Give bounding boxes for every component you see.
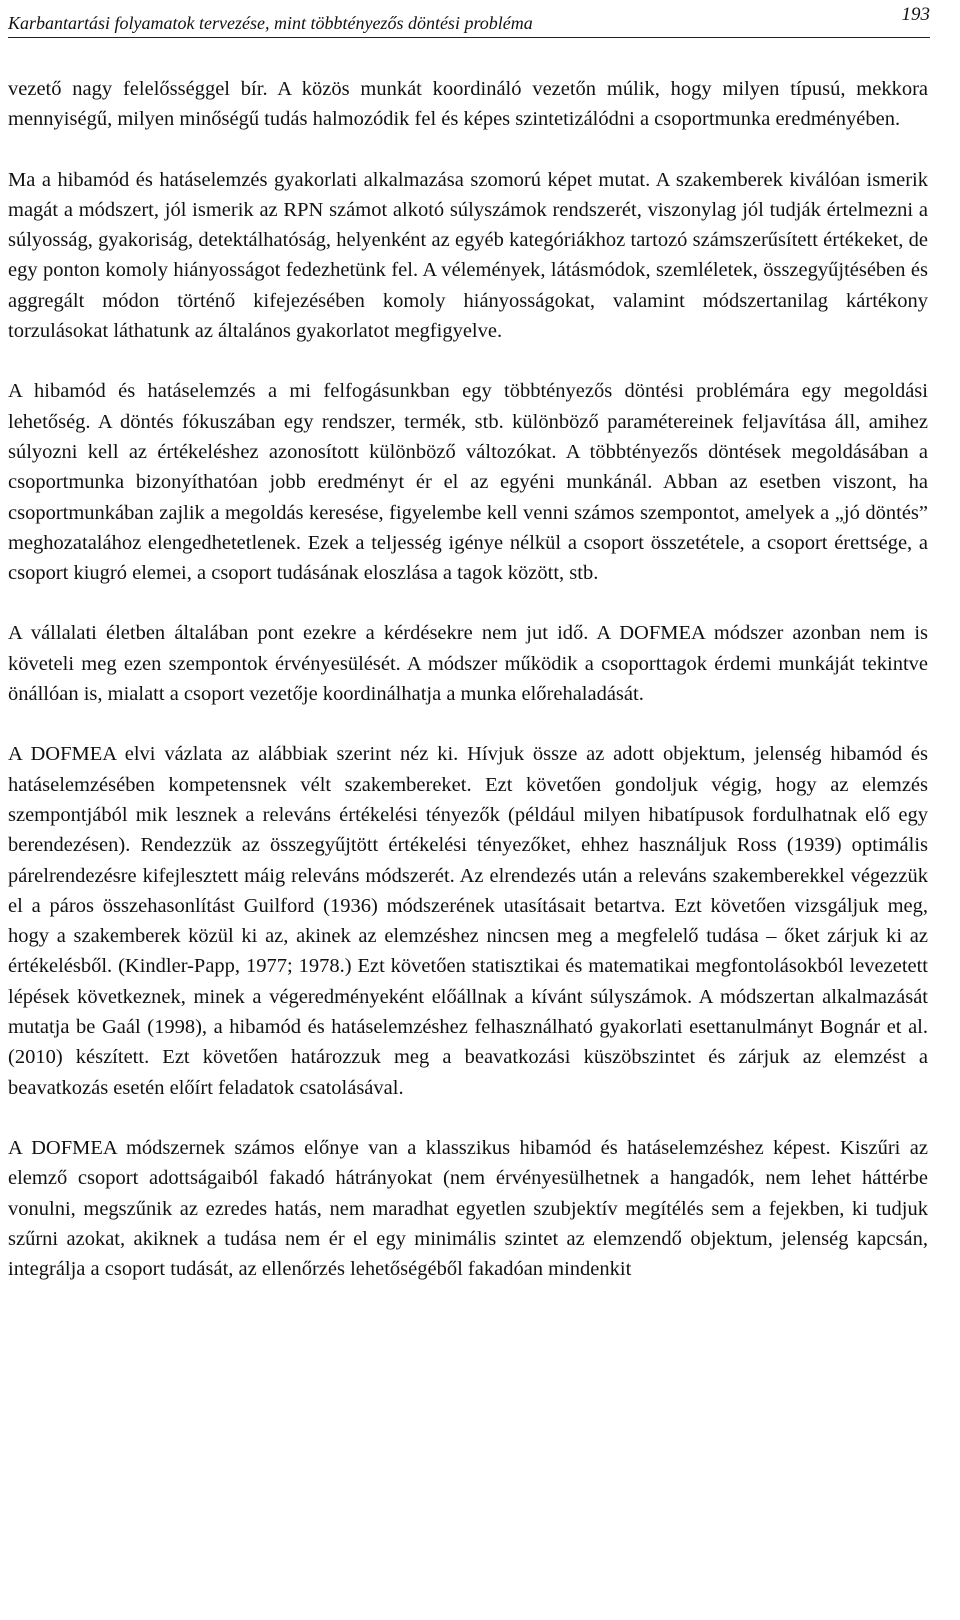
paragraph-3: A hibamód és hatáselemzés a mi felfogásunkban egy többtényezős döntési problémára egy megoldási lehetőség. A döntés fókuszában egy rendszer, termék, stb. különböző paramétereinek feljavítása áll, amihez súlyozni kell az értékeléshez azonosított különböző változókat. A többtényezős döntések megoldásában a csoportmunka bizonyíthatóan jobb eredményt ér el az egyéni munkánál. Abban az esetben viszont, ha csoportmunkában zajlik a megoldás keresése, figyelembe kell venni számos szempontot, amelyek a „jó döntés” meghozatalához elengedhetetlenek. Ezek a teljesség igénye nélkül a csoport összetétele, a csoport érettsége, a csoport kiugró elemei, a csoport tudásának eloszlása a tagok között, stb.: [8, 380, 928, 585]
paragraph-2: Ma a hibamód és hatáselemzés gyakorlati alkalmazása szomorú képet mutat. A szakemberek kiválóan ismerik magát a módszert, jól ismerik az RPN számot alkotó súlyszámok rendszerét, viszonylag jól tudják értelmezni a súlyosság, gyakoriság, detektálhatóság, helyenként az egyéb kategóriákhoz tartozó számszerűsített értékeket, de egy ponton komoly hiányosságot fedezhetünk fel. A vélemények, látásmódok, szemléletek, összegyűjtésében és aggregált módon történő kifejezésében komoly hiányosságokat, valamint módszertanilag kártékony torzulásokat láthatunk az általános gyakorlatot megfigyelve.: [8, 168, 928, 343]
running-header-title: Karbantartási folyamatok tervezése, mint többtényezős döntési probléma: [8, 13, 533, 33]
paragraph-4: A vállalati életben általában pont ezekre a kérdésekre nem jut idő. A DOFMEA módszer azonban nem is követeli meg ezen szempontok érvényesülését. A módszer működik a csoporttagok érdemi munkáját tekintve önállóan is, mialatt a csoport vezetője koordinálhatja a munka előrehaladását.: [8, 622, 928, 706]
page-number: 193: [901, 4, 930, 25]
paragraph-1: vezető nagy felelősséggel bír. A közös munkát koordináló vezetőn múlik, hogy milyen típusú, mekkora mennyiségű, milyen minőségű tudás halmozódik fel és képes szintetizálódni a csoportmunka eredményében.: [8, 78, 928, 131]
paragraph-5: A DOFMEA elvi vázlata az alábbiak szerint néz ki. Hívjuk össze az adott objektum, jelenség hibamód és hatáselemzésében kompetensnek vélt szakembereket. Ezt követően gondoljuk végig, hogy az elemzés szempontjából mik lesznek a releváns értékelési tényezők (például milyen hibatípusok fordulhatnak elő egy berendezésen). Rendezzük az összegyűjtött értékelési tényezőket, ehhez használjuk Ross (1939) optimális párelrendezésre kifejlesztett máig releváns módszerét. Az elrendezés után a releváns szakemberekkel végezzük el a páros összehasonlítást Guilford (1936) módszerének utasításait betartva. Ezt követően vizsgáljuk meg, hogy a szakemberek közül ki az, akinek az elemzéshez nincsen meg a megfelelő tudása – őket zárjuk ki az értékelésből. (Kindler-Papp, 1977; 1978.) Ezt követően statisztikai és matematikai megfontolásokból levezetett lépések következnek, minek a végeredményeként előállnak a kívánt súlyszámok. A módszertan alkalmazását mutatja be Gaál (1998), a hibamód és hatáselemzéshez felhasználható gyakorlati esettanulmányt Bognár et al. (2010) készített. Ezt követően határozzuk meg a beavatkozási küszöbszintet és zárjuk az elemzést a beavatkozás esetén előírt feladatok csatolásával.: [8, 743, 928, 1099]
paragraph-6: A DOFMEA módszernek számos előnye van a klasszikus hibamód és hatáselemzéshez képest. Kiszűri az elemző csoport adottságaiból fakadó hátrányokat (nem érvényesülhetnek a hangadók, nem lehet háttérbe vonulni, megszűnik az ezredes hatás, nem maradhat egyetlen szubjektív megítélés sem a fejekben, ki tudjuk szűrni azokat, akiknek a tudása nem ér el egy minimális szintet az elemzendő objektum, jelenség kapcsán, integrálja a csoport tudását, az ellenőrzés lehetőségéből fakadóan mindenkit: [8, 1136, 928, 1281]
body-text: [8, 74, 928, 1284]
running-header: [8, 4, 930, 38]
